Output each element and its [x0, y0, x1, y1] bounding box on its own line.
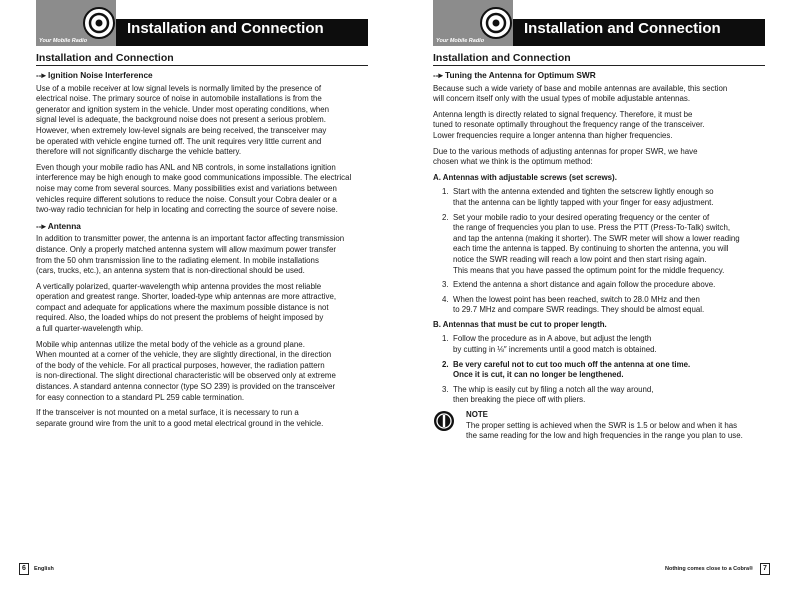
- list-item: 4. When the lowest point has been reached, switch to 28.0 MHz and then to 29.7 MHz and compare SWR readings. They should be almost equal.: [442, 294, 705, 315]
- paragraph: Because such a wide variety of base and mobile antennas are available, this section will concern itself only with the usual types of mobile adjustable antennas.: [433, 83, 728, 104]
- note-icon: [433, 410, 455, 432]
- paragraph: Mobile whip antennas utilize the metal body of the vehicle as a ground plane. When mounted at a corner of the vehicle, they are slightly directional, in the direction of the body of the vehicle. For all practical purposes, however, the radiation pattern is non-directional. The slight directional characteristic will be observed only at extreme distances. A standard antenna connector (type SO 239) is provided on the transceiver for easy connection to a standard PL 259 cable termination.: [36, 339, 336, 402]
- section-title: Installation and Connection: [433, 52, 571, 64]
- cobra-logo-icon: [479, 6, 513, 40]
- section-title: Installation and Connection: [36, 52, 174, 64]
- subheading-antenna: --▸ Antenna: [36, 220, 81, 231]
- group-heading-b: B. Antennas that must be cut to proper length.: [433, 319, 607, 329]
- list-item: 1. Follow the procedure as in A above, but adjust the length by cutting in ⅛″ increments until a good match is obtained.: [442, 334, 657, 355]
- right-content: [433, 69, 765, 442]
- section-divider: [36, 65, 368, 66]
- left-page: [0, 0, 396, 595]
- header-subtitle: Your Mobile Radio: [436, 38, 485, 44]
- left-content: [36, 69, 368, 434]
- footer-language: English: [34, 566, 54, 572]
- cobra-logo-icon: [82, 6, 116, 40]
- list-item: 3. Extend the antenna a short distance and again follow the procedure above.: [442, 280, 716, 290]
- page-number: 7: [760, 563, 770, 575]
- paragraph: Even though your mobile radio has ANL and NB controls, in some installations ignition interference may be high enough to make good communications impossible. The electrical noise may come from several sources. Many possibilities exist and variations between vehicles require different solutions to reduce the noise. Consult your Cobra dealer or a two-way radio technician for help in locating and correcting the source of severe noise.: [36, 162, 352, 215]
- subheading-tuning-swr: --▸ Tuning the Antenna for Optimum SWR: [433, 70, 596, 80]
- note-box: NOTE The proper setting is achieved when the SWR is 1.5 or below and when it has the same reading for the low and high frequencies in the range you plan to use.: [433, 410, 765, 442]
- subheading-ignition-noise: --▸ Ignition Noise Interference: [36, 70, 153, 80]
- paragraph: A vertically polarized, quarter-wavelength whip antenna provides the most reliable operation and greatest range. Shorter, loaded-type whip antennas are more attractive, compact and adequate for applications where the maximum possible distance is not required. Also, the loaded whips do not present the problems of height imposed by a full quarter-wavelength whip.: [36, 281, 337, 334]
- paragraph: Due to the various methods of adjusting antennas for proper SWR, we have chosen what we think is the optimum method:: [433, 146, 698, 167]
- arrow-icon: --▸: [433, 70, 443, 80]
- arrow-icon: --▸: [36, 70, 46, 80]
- section-divider: [433, 65, 765, 66]
- list-item: 1. Start with the antenna extended and tighten the setscrew lightly enough so that the antenna can be lightly tapped with your finger for easy adjustment.: [442, 187, 714, 207]
- list-item-warning: 2. Be very careful not to cut too much off the antenna at one time. Once it is cut, it can no longer be lengthened.: [442, 359, 691, 380]
- paragraph: Use of a mobile receiver at low signal levels is normally limited by the presence of electrical noise. The primary source of noise in automobile installations is from the generator and ignition system in the vehicle. Under most operating conditions, when signal level is adequate, the background noise does not present a serious problem. However, when extremely low-level signals are being received, the transceiver may be operated with vehicle engine turned off. The unit requires very little current and therefore will not significantly discharge the vehicle battery.: [36, 83, 329, 157]
- page-title: Installation and Connection: [127, 20, 324, 37]
- footer-tagline: Nothing comes close to a Cobra®: [665, 566, 754, 572]
- arrow-icon: --▸: [36, 220, 46, 231]
- page-title: Installation and Connection: [524, 20, 721, 37]
- list-item: 2. Set your mobile radio to your desired operating frequency or the center of the range of frequencies you plan to use. Press the PTT (Press-To-Talk) switch, and tap the antenna (making it shorter). The SWR meter will show a lower reading each time the antenna is tapped. By continuing to shorten the antenna, you will notice the SWR reading will reach a low point and then start rising again. This means that you have passed the optimum point for the middle frequency.: [442, 212, 740, 275]
- list-item: 3. The whip is easily cut by filing a notch all the way around, then breaking the piece off with pliers.: [442, 384, 654, 405]
- page-number: 6: [19, 563, 29, 575]
- paragraph: In addition to transmitter power, the antenna is an important factor affecting transmission distance. Only a properly matched antenna system will allow maximum power transfer from the 50 ohm transmission line to the radiating element. In mobile installations (cars, trucks, etc.), an antenna system that is non-directional should be used.: [36, 234, 345, 276]
- header-subtitle: Your Mobile Radio: [39, 38, 88, 44]
- paragraph: If the transceiver is not mounted on a metal surface, it is necessary to run a separate ground wire from the unit to a good metal electrical ground in the vehicle.: [36, 408, 324, 428]
- group-heading-a: A. Antennas with adjustable screws (set screws).: [433, 172, 617, 182]
- note-heading: NOTE: [466, 410, 488, 420]
- paragraph: Antenna length is directly related to signal frequency. Therefore, it must be tuned to resonate optimally throughout the frequency range of the transceiver. Lower frequencies require a longer antenna than higher frequencies.: [433, 109, 705, 140]
- right-page: [397, 0, 793, 595]
